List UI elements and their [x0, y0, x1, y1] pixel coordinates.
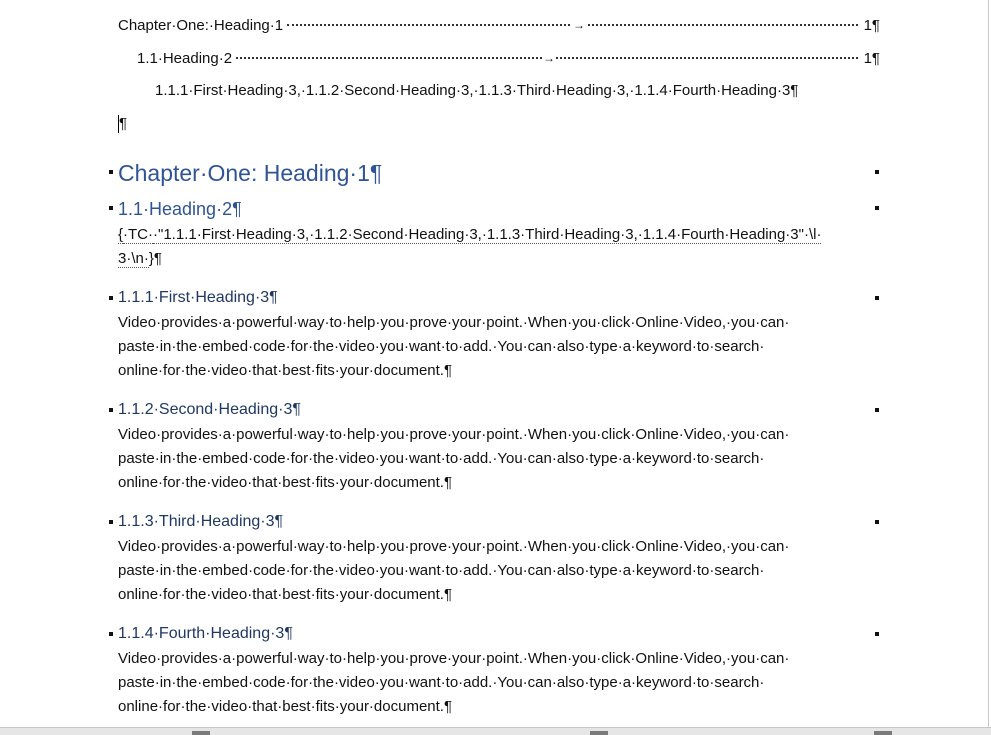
tc-field-text: ·"1.1.1·First·Heading·3,·1.1.2·Second·Heading·3,·1.1.3·Third·Heading·3,·1.1.4·Fourth·Heading·3"·\l·	[153, 226, 822, 243]
heading-1[interactable]: Chapter·One: Heading·1¶	[118, 160, 383, 186]
layout-view-icon[interactable]	[874, 731, 892, 735]
tab-arrow-icon: →	[572, 14, 586, 36]
body-line: online·for·the·video·that·best·fits·your·document.¶	[118, 698, 453, 715]
body-line: Video·provides·a·powerful·way·to·help·you·prove·your·point.·When·you·click·Online·Video,·you·can·	[118, 426, 790, 443]
body-line: paste·in·the·embed·code·for·the·video·you·want·to·add.·You·can·also·type·a·keyword·to·search·	[118, 562, 765, 579]
body-paragraph[interactable]	[118, 535, 878, 607]
paragraph-mark-bullet	[109, 408, 113, 412]
empty-paragraph-mark: ¶	[119, 115, 128, 132]
body-line: online·for·the·video·that·best·fits·your·document.¶	[118, 362, 453, 379]
body-paragraph[interactable]	[118, 311, 878, 383]
body-line: paste·in·the·embed·code·for·the·video·you·want·to·add.·You·can·also·type·a·keyword·to·search·	[118, 338, 765, 355]
layout-view-icon[interactable]	[192, 731, 210, 735]
page-right-border	[988, 0, 989, 727]
paragraph-mark-bullet	[109, 206, 113, 210]
body-line: online·for·the·video·that·best·fits·your·document.¶	[118, 474, 453, 491]
body-line: Video·provides·a·powerful·way·to·help·you·prove·your·point.·When·you·click·Online·Video,·you·can·	[118, 314, 790, 331]
heading-3-third[interactable]: 1.1.3·Third·Heading·3¶	[118, 513, 284, 530]
paragraph-mark-bullet	[875, 170, 879, 174]
toc-page-number: 1¶	[863, 50, 880, 67]
body-paragraph[interactable]	[118, 647, 878, 719]
heading-3-second[interactable]: 1.1.2·Second·Heading·3¶	[118, 401, 301, 418]
body-line: online·for·the·video·that·best·fits·your·document.¶	[118, 586, 453, 603]
paragraph-mark-bullet	[875, 520, 879, 524]
paragraph-mark-bullet	[875, 296, 879, 300]
paragraph-mark-bullet	[875, 206, 879, 210]
toc-entry-heading3[interactable]: 1.1.1·First·Heading·3,·1.1.2·Second·Heading·3,·1.1.3·Third·Heading·3,·1.1.4·Fourth·Heading·3¶	[155, 82, 799, 99]
body-line: Video·provides·a·powerful·way·to·help·you·prove·your·point.·When·you·click·Online·Video,·you·can·	[118, 650, 790, 667]
paragraph-mark-bullet	[109, 170, 113, 174]
toc-entry-heading1[interactable]	[118, 16, 880, 36]
field-close-brace: }¶	[148, 250, 162, 267]
body-line: Video·provides·a·powerful·way·to·help·you·prove·your·point.·When·you·click·Online·Video,·you·can·	[118, 538, 790, 555]
paragraph-mark-bullet	[875, 408, 879, 412]
paragraph-mark-bullet	[109, 296, 113, 300]
field-open-brace: {	[118, 226, 124, 243]
toc-entry-label: 1.1·Heading·2	[137, 50, 233, 67]
paragraph-mark-bullet	[109, 632, 113, 636]
tab-arrow-icon: →	[542, 47, 556, 69]
heading-3-fourth[interactable]: 1.1.4·Fourth·Heading·3¶	[118, 625, 293, 642]
body-paragraph[interactable]	[118, 423, 878, 495]
toc-entry-label: Chapter·One:·Heading·1	[118, 17, 284, 34]
body-line: paste·in·the·embed·code·for·the·video·you·want·to·add.·You·can·also·type·a·keyword·to·search·	[118, 450, 765, 467]
layout-view-icon[interactable]	[590, 731, 608, 735]
tc-field-switch: 3·\n·	[118, 250, 149, 267]
toc-entry-heading2[interactable]	[137, 49, 880, 69]
heading-3-first[interactable]: 1.1.1·First·Heading·3¶	[118, 289, 278, 306]
toc-page-number: 1¶	[863, 17, 880, 34]
body-line: paste·in·the·embed·code·for·the·video·you·want·to·add.·You·can·also·type·a·keyword·to·search·	[118, 674, 765, 691]
tc-field-code[interactable]	[118, 223, 888, 271]
paragraph-mark-bullet	[109, 520, 113, 524]
heading-2[interactable]: 1.1·Heading·2¶	[118, 199, 242, 219]
paragraph-mark-bullet	[875, 632, 879, 636]
tc-field-keyword: ·TC·	[123, 226, 154, 243]
